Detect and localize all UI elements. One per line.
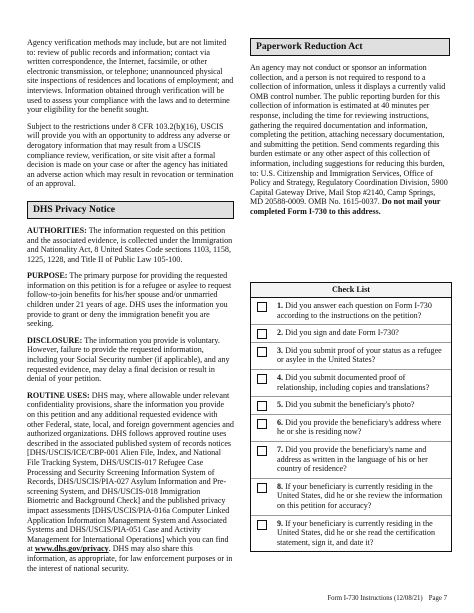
checklist-item-number: 3. xyxy=(277,345,284,355)
routine-uses-text: DHS may, where allowable under relevant confidentiality provisions, share the information you provide on this petition and any additional requested evidence with other Federal, state, local, and foreign government agencies and authorized organizations. DHS follows approved routine uses described in the associated published system of records notices [DHS/USCIS/ICE/CBP-001 Alien File, Index, and National File Tracking System, DHS/USCIS-017 Refugee Case Processing and Security Screening Information System of Records, DHS/USCIS/PIA-027 Asylum Information and Pre-screening System, and DHS/USCIS-018 Immigration Biometric and Background Check] and the published privacy impact assessments [DHS/USCIS/PIA-016a Computer Linked Application Information Management System and Associated Systems and DHS/USCIS/PIA-051 Case and Activity Management for International Operations] which you can find at xyxy=(27,390,234,554)
paperwork-do-not-mail: Do not mail your completed Form I-730 to this address. xyxy=(250,197,441,216)
purpose-paragraph xyxy=(27,271,234,329)
verification-paragraph: Agency verification methods may include, but are not limited to: review of public records and information; contact via written correspondence, the Internet, facsimile, or other electronic transmission, or telephone; unannounced physical site inspections of residences and locations of employment; and interviews. Information obtained through verification will be used to assess your compliance with the laws and to determine your eligibility for the benefit sought. xyxy=(27,38,234,115)
privacy-notice-heading: DHS Privacy Notice xyxy=(27,201,234,219)
routine-uses-paragraph xyxy=(27,391,234,573)
disclosure-text: The information you provide is voluntary. However, failure to provide the requested information, including your Social Security number (if applicable), and any requested evidence, may delay a final decision or result in denial of your petition. xyxy=(27,335,230,384)
routine-uses-label: ROUTINE USES: xyxy=(27,390,90,400)
checklist-table xyxy=(250,282,452,552)
checklist-item xyxy=(251,479,451,516)
paperwork-paragraph xyxy=(250,63,450,217)
checklist-item xyxy=(251,516,451,552)
disclosure-paragraph xyxy=(27,336,234,384)
checkbox[interactable] xyxy=(257,374,267,384)
footer-form-info: Form I-730 Instructions (12/08/21) xyxy=(327,595,423,602)
checklist-item-number: 2. xyxy=(277,328,284,338)
checklist-item-number: 4. xyxy=(277,372,284,382)
checklist-item-text: Did you submit documented proof of relationship, including copies and translations? xyxy=(277,372,430,392)
paperwork-text: An agency may not conduct or sponsor an information collection, and a person is not required to respond to a collection of information, unless it displays a currently valid OMB control number. The public reporting burden for this collection of information is estimated at 40 minutes per response, including the time for reviewing instructions, gathering the required documentation and information, completing the petition, attaching necessary documentation, and submitting the petition. Send comments regarding this burden estimate or any other aspect of this collection of information, including suggestions for reducing this burden, to: U.S. Citizenship and Immigration Services, Office of Policy and Strategy, Regulatory Coordination Division, 5900 Capital Gateway Drive, Mail Stop #2140, Camp Springs, MD 20588-0009. OMB No. 1615-0037. xyxy=(250,63,448,207)
checkbox[interactable] xyxy=(257,302,267,312)
checkbox[interactable] xyxy=(257,483,267,493)
disclosure-label: DISCLOSURE: xyxy=(27,335,83,345)
checklist-item-number: 1. xyxy=(277,301,284,310)
checklist-item xyxy=(251,397,451,415)
checklist-item xyxy=(251,370,451,397)
checkbox[interactable] xyxy=(257,419,267,429)
checkbox[interactable] xyxy=(257,329,267,339)
purpose-label: PURPOSE: xyxy=(27,271,68,281)
checklist-item-number: 5. xyxy=(277,400,284,410)
checkbox[interactable] xyxy=(257,446,267,456)
purpose-text: The primary purpose for providing the requested information on this petition is for a refugee or asylee to request follow-to-join benefits for his/her spouse and/or unmarried children under 21 years of age. DHS uses the information you provide to grant or deny the immigration benefit you are seeking. xyxy=(27,271,232,329)
checkbox[interactable] xyxy=(257,520,267,530)
page-footer xyxy=(321,595,447,603)
checklist-item-text: Did you provide the beneficiary's name and address as written in the language of his or her country of residence? xyxy=(277,444,428,474)
checklist-item-number: 7. xyxy=(277,444,284,454)
checkbox[interactable] xyxy=(257,401,267,411)
checklist-item-number: 9. xyxy=(277,518,284,528)
checklist-item-text: Did you provide the beneficiary's address where he or she is residing now? xyxy=(277,417,442,437)
checklist-item-text: Did you submit the beneficiary's photo? xyxy=(285,400,415,410)
routine-uses-tail: . DHS may also share this information, as appropriate, for law enforcement purposes or in the interest of national security. xyxy=(27,544,233,573)
checklist-item xyxy=(251,325,451,343)
adverse-information-paragraph: Subject to the restrictions under 8 CFR 103.2(b)(16), USCIS will provide you with an opportunity to address any adverse or derogatory information that may result from a USCIS compliance review, verification, or site visit after a formal decision is made on your case or after the agency has initiated an adverse action which may result in revocation or termination of an approval. xyxy=(27,121,234,189)
checklist-item-text: If your beneficiary is currently residing in the United States, did he or she review the information on this petition for accuracy? xyxy=(277,481,443,510)
checklist-item-number: 8. xyxy=(277,481,284,491)
authorities-text: The information requested on this petition and the associated evidence, is collected under the Immigration and Nationality Act, 8 United States Code sections 1103, 1158, 1225, 1228, and Title II of Public Law 105-100. xyxy=(27,225,233,264)
dhs-privacy-link[interactable]: www.dhs.gov/privacy xyxy=(34,544,109,554)
checklist-item-text: Did you sign and date Form I-730? xyxy=(285,328,399,338)
checklist-item xyxy=(251,442,451,479)
paperwork-reduction-heading: Paperwork Reduction Act xyxy=(250,38,450,56)
checklist-item xyxy=(251,298,451,325)
checkbox[interactable] xyxy=(257,347,267,357)
right-column xyxy=(250,38,450,224)
authorities-label: AUTHORITIES: xyxy=(27,225,87,235)
checklist-rows xyxy=(251,298,451,551)
checklist-item-text: If your beneficiary is currently residing in the United States, did he or she read the certification statement, sign it, and date it? xyxy=(277,518,435,547)
left-column xyxy=(27,38,234,580)
footer-page-number: Page 7 xyxy=(428,595,447,602)
checklist-item xyxy=(251,415,451,442)
authorities-paragraph xyxy=(27,226,234,264)
checklist-item-number: 6. xyxy=(277,417,284,427)
checklist-item-text: Did you answer each question on Form I-730 according to the instructions on the petition? xyxy=(277,301,432,320)
checklist-item-text: Did you submit proof of your status as a refugee or asylee in the United States? xyxy=(277,345,442,365)
checklist-title: Check List xyxy=(251,283,451,298)
checklist-item xyxy=(251,343,451,370)
